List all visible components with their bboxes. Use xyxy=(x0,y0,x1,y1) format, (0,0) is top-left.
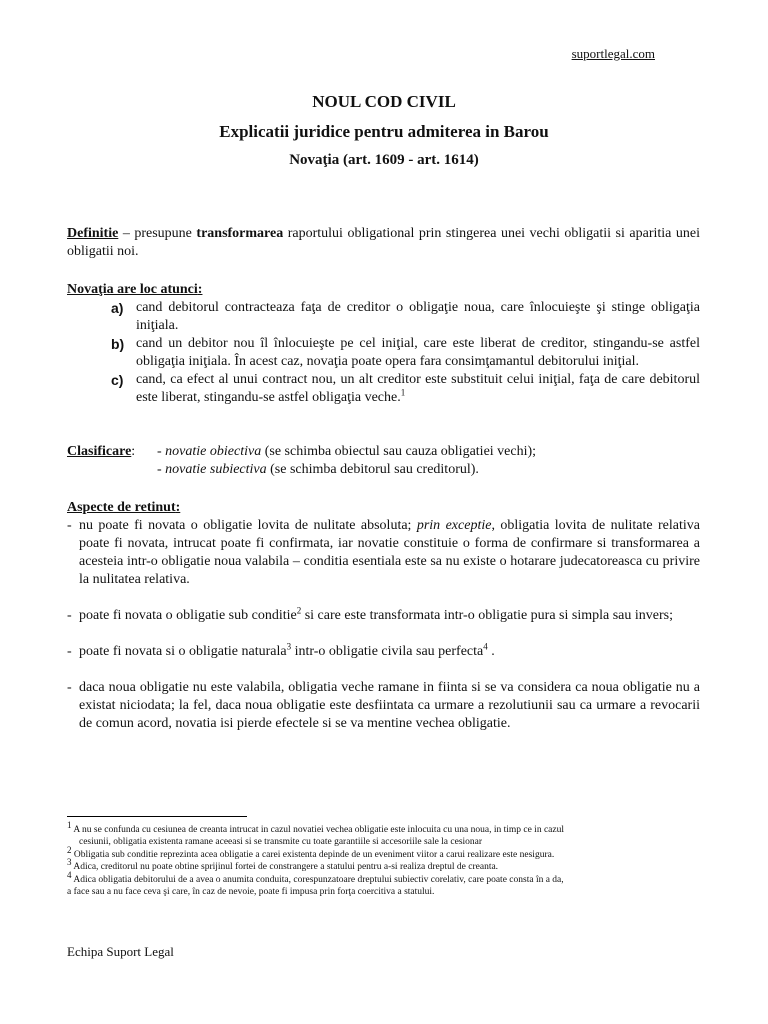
clasificare-desc: (se schimba obiectul sau cauza obligatiei vechi); xyxy=(261,444,537,459)
footnote-text: Adica obligatia debitorului de a avea o anumita conduita, corespunzatoare dreptului subiectiv corelativ, care poate consta în a da, xyxy=(71,874,564,885)
footnote-ref[interactable]: 2 xyxy=(296,605,302,616)
novatie-heading-text: Novaţia are loc atunci xyxy=(67,282,198,297)
clasificare-row xyxy=(67,443,700,461)
page-title: NOUL COD CIVIL xyxy=(312,92,456,111)
clasificare-label-text: Clasificare xyxy=(67,444,132,459)
clasificare-value xyxy=(157,443,536,461)
list-text: cand un debitor nou îl înlocuieşte pe cel iniţial, care este liberat de creditor, stingandu-se astfel obligaţia iniţiala. În acest caz, novaţia poate opera fara consimţamantul debitorului iniţial. xyxy=(136,336,700,369)
aspect-text: , obligatia lovita de nulitate relativa poate fi novata, intrucat poate fi confirmata, iar novatie constituie o forma de confirmare si transformarea a acesteia intr-o obligatie noua valabila – conditia esentiala este sa nu existe o hotarare judecatoreasca cu privire la nulitatea relativa. xyxy=(79,518,700,587)
list-item xyxy=(67,679,700,733)
footnote-text: a face sau a nu face ceva şi care, în caz de nevoie, poate fi impusa prin forţa coercitiva a statului. xyxy=(67,887,435,898)
clasificare-value xyxy=(157,461,479,479)
footnote-text: A nu se confunda cu cesiunea de creanta intrucat in cazul novatiei vechea obligatie este inlocuita cu una noua, in timp ce in cazul xyxy=(71,825,564,835)
aspect-text: poate fi novata o obligatie sub conditie xyxy=(79,608,297,623)
spacer xyxy=(67,589,700,607)
list-letter: a) xyxy=(111,300,124,316)
list-text: cand debitorul contracteaza faţa de creditor o obligaţie noua, care înlocuieşte şi stinge obligaţia iniţiala. xyxy=(136,300,700,333)
footnote xyxy=(67,844,707,861)
aspecte-section xyxy=(67,499,700,733)
list-item xyxy=(67,299,700,335)
clasificare-term: novatie obiectiva xyxy=(165,444,262,459)
footnote-number: 3 xyxy=(67,857,72,868)
list-dash: - xyxy=(67,680,72,695)
section-title: Novaţia (art. 1609 - art. 1614) xyxy=(289,152,479,168)
list-item xyxy=(67,643,700,661)
clasificare-prefix: - xyxy=(157,462,166,477)
novatie-heading xyxy=(67,281,700,299)
footnote-divider xyxy=(67,816,247,817)
definition-label: Definitie xyxy=(67,226,119,241)
aspect-text: poate fi novata si o obligatie naturala xyxy=(79,644,287,659)
clasificare-term: novatie subiectiva xyxy=(165,462,267,477)
site-link[interactable]: suportlegal.com xyxy=(571,46,655,61)
list-item xyxy=(67,607,700,625)
clasificare-colon: : xyxy=(131,444,136,459)
footnote-text: Adica, creditorul nu poate obtine sprijinul fortei de constrangere a statului pentru a-si realiza dreptul de creanta. xyxy=(71,862,499,873)
footnote-ref[interactable]: 1 xyxy=(400,387,406,398)
list-item xyxy=(67,335,700,371)
aspecte-heading-text: Aspecte de retinut xyxy=(67,500,176,515)
novatie-heading-colon: : xyxy=(197,282,203,297)
footnote xyxy=(67,869,707,886)
definition-keyword: transformarea xyxy=(196,226,284,241)
title-block xyxy=(0,92,768,169)
list-item xyxy=(67,517,700,589)
aspecte-heading xyxy=(67,499,700,517)
aspect-text: . xyxy=(487,644,495,659)
spacer xyxy=(67,661,700,679)
page-subtitle: Explicatii juridice pentru admiterea in Barou xyxy=(219,122,549,141)
definition-text: raportului obligational prin stingerea unei vechi obligatii si aparitia unei obligatii noi. xyxy=(67,226,700,259)
footnote-number: 4 xyxy=(67,869,72,880)
clasificare-desc: (se schimba debitorul sau creditorul). xyxy=(266,462,479,477)
list-dash: - xyxy=(67,644,72,659)
aspect-text: daca noua obligatie nu este valabila, obligatia veche ramane in fiinta si se va considera ca noua obligatie nu a existat niciodata; la fel, daca noua obligatie este desfiintata ca urmare a rezolutiunii sau ca urmare a revocarii de comun acord, novatia isi pierde efectele si se va mentine vechea obligatie. xyxy=(79,680,700,731)
footnote-continuation xyxy=(67,836,707,848)
aspect-text: si care este transformata intr-o obligatie pura si simpla sau invers; xyxy=(301,608,673,623)
list-letter: b) xyxy=(111,336,125,352)
clasificare-row xyxy=(67,461,700,479)
list-dash: - xyxy=(67,608,72,623)
clasificare-section xyxy=(67,443,700,479)
clasificare-label xyxy=(67,443,135,461)
footer-signature: Echipa Suport Legal xyxy=(67,944,174,959)
footnote-text: Obligatia sub conditie reprezinta acea obligatie a carei existenta depinde de un eveniment viitor a carui realizare este nesigura. xyxy=(71,849,555,860)
definition-paragraph xyxy=(67,225,700,261)
list-text: cand, ca efect al unui contract nou, un alt creditor este substituit celui iniţial, faţa de care debitorul este liberat, stingandu-se astfel obligaţia veche. xyxy=(136,372,700,405)
footnote-ref[interactable]: 4 xyxy=(483,641,488,652)
aspecte-heading-colon: : xyxy=(175,500,181,515)
footnote-number: 1 xyxy=(67,819,72,830)
footnote-text: cesiunii, obligatia existenta ramane aceeasi si se transmite cu toate garantiile si accesoriile sale la cesionar xyxy=(79,837,483,848)
spacer xyxy=(67,625,700,643)
footnote xyxy=(67,857,707,873)
footnote xyxy=(67,819,707,836)
aspect-emphasis: prin exceptie xyxy=(416,518,492,533)
footnote-continuation xyxy=(67,886,707,898)
footnote-ref[interactable]: 3 xyxy=(286,641,292,652)
aspect-text: nu poate fi novata o obligatie lovita de nulitate absoluta; xyxy=(79,518,417,533)
footnotes xyxy=(67,819,707,898)
list-dash: - xyxy=(67,518,72,533)
list-item xyxy=(67,371,700,407)
novatie-section xyxy=(67,281,700,407)
aspect-text: intr-o obligatie civila sau perfecta xyxy=(291,644,484,659)
footnote-number: 2 xyxy=(67,844,72,855)
clasificare-prefix: - xyxy=(157,444,166,459)
list-letter: c) xyxy=(111,372,124,388)
definition-dash: – presupune xyxy=(118,226,197,241)
